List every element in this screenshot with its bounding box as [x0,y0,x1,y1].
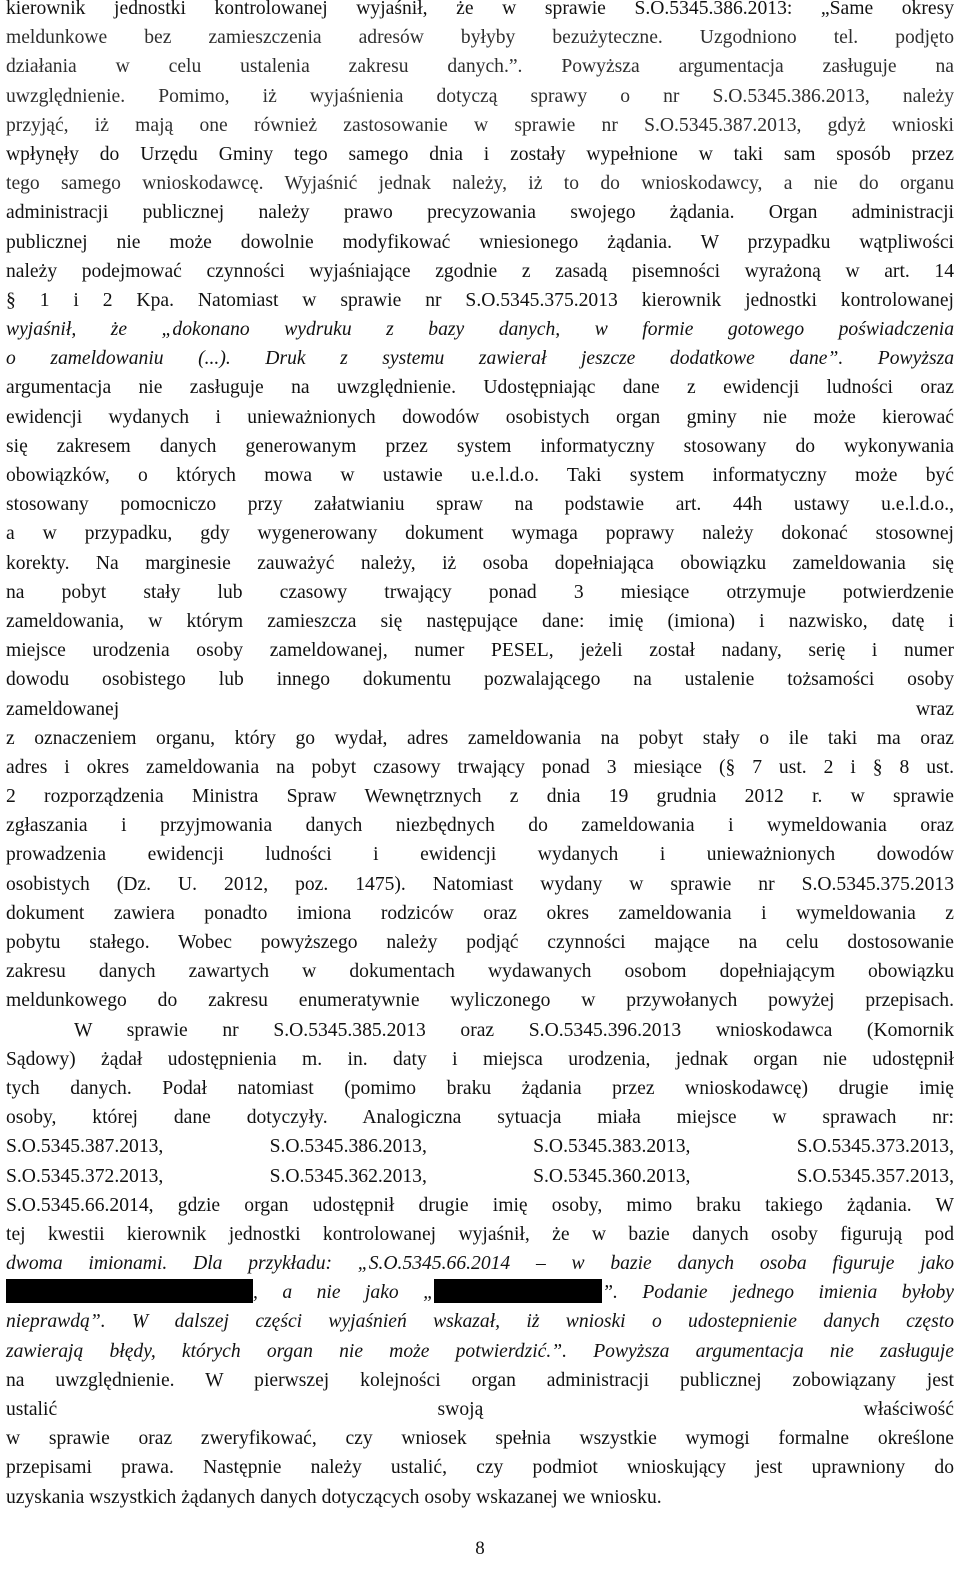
text-line: dokument zawiera ponadto imiona rodziców oraz okres zameldowania i wymeldowania z [6,902,954,924]
text-line: korekty. Na marginesie zauważyć należy, iż osoba dopełniająca obowiązku zameldowania się [6,552,954,574]
text-line: osoby, której dane dotyczyły. Analogiczna sytuacja miała miejsce w sprawach nr: [6,1107,954,1129]
text-line: działania w celu ustalenia zakresu danych.”. Powyższa argumentacja zasługuje na [6,56,954,78]
text-line: tej kwestii kierownik jednostki kontrolowanej wyjaśnił, że w bazie danych osoby figurują pod [6,1223,954,1245]
text-line: się zakresem danych generowanym przez system informatyczny stosowany do wykonywania [6,435,954,457]
text-line: dwoma imionami. Dla przykładu: „S.O.5345.66.2014 – w bazie danych osoba figuruje jako [6,1253,954,1275]
page-number: 8 [475,1538,485,1559]
redacted-line [6,1278,954,1307]
text-line: zameldowanej wraz [6,698,954,720]
text-line: Sądowy) żądał udostępnienia m. in. daty i miejsca urodzenia, jednak organ nie udostępnił [6,1048,954,1070]
text-line: ustalić swoją właściwość [6,1399,954,1420]
text-line: należy podejmować czynności wyjaśniające zgodnie z zasadą pisemności wyrażoną w art. 14 [6,260,954,282]
text-line: kierownik jednostki kontrolowanej wyjaśnił, że w sprawie S.O.5345.386.2013: „Same okresy [6,0,954,19]
redaction-block [434,1279,602,1303]
text-line: W sprawie nr S.O.5345.385.2013 oraz S.O.5345.396.2013 wnioskodawca (Komornik [74,1019,954,1041]
text-line: stosowany pomocniczo przy załatwianiu spraw na podstawie art. 44h ustawy u.e.l.d.o., [6,494,954,516]
text-line: publicznej nie może dowolnie modyfikować wniesionego żądania. W przypadku wątpliwości [6,231,954,253]
redaction-block [6,1279,253,1303]
text-line: uwzględnienie. Pomimo, iż wyjaśnienia dotyczą sprawy o nr S.O.5345.386.2013, należy [6,85,954,107]
text-line: przyjąć, iż mają one również zastosowanie w sprawie nr S.O.5345.387.2013, gdyż wnioski [6,114,954,136]
text-line: z oznaczeniem organu, który go wydał, adres zameldowania na pobyt stały o ile taki ma oraz [6,727,954,749]
text-line: S.O.5345.372.2013, S.O.5345.362.2013, S.O.5345.360.2013, S.O.5345.357.2013, [6,1165,954,1187]
text-line: meldunkowe bez zamieszczenia adresów byłyby bezużyteczne. Uzgodniono tel. podjęto [6,27,954,49]
text-line: na pobyt stały lub czasowy trwający ponad 3 miesiące otrzymuje potwierdzenie [6,581,954,603]
text-line: na uwzględnienie. W pierwszej kolejności organ administracji publicznej zobowiązany jest [6,1369,954,1391]
text-line: adres i okres zameldowania na pobyt czasowy trwający ponad 3 miesiące (§ 7 ust. 2 i § 8 ust. [6,756,954,778]
text-line: wyjaśnił, że „dokonano wydruku z bazy danych, w formie gotowego poświadczenia [6,319,954,341]
text-line: obowiązków, o których mowa w ustawie u.e.l.d.o. Taki system informatyczny może być [6,465,954,486]
text-line: osobistych (Dz. U. 2012, poz. 1475). Natomiast wydany w sprawie nr S.O.5345.375.2013 [6,873,954,895]
text-line: tego samego wnioskodawcę. Wyjaśnić jednak należy, iż to do wnioskodawcy, a nie do organu [6,173,954,195]
text-line: w sprawie oraz zweryfikować, czy wniosek spełnia wszystkie wymogi formalne określone [6,1428,954,1450]
text-line: 2 rozporządzenia Ministra Spraw Wewnętrznych z dnia 19 grudnia 2012 r. w sprawie [6,786,954,808]
text-line: prowadzenia ewidencji ludności i ewidencji wydanych i unieważnionych dowodów [6,844,954,866]
text-line: S.O.5345.66.2014, gdzie organ udostępnił drugie imię osoby, mimo braku takiego żądania. W [6,1194,954,1216]
text-line: miejsce urodzenia osoby zameldowanej, numer PESEL, jeżeli został nadany, serię i numer [6,640,954,662]
text-line: wpłynęły do Urzędu Gminy tego samego dnia i zostały wypełnione w taki sam sposób przez [6,143,954,165]
text-line: argumentacja nie zasługuje na uwzględnienie. Udostępniając dane z ewidencji ludności oraz [6,377,954,399]
text-line: przepisami prawa. Następnie należy ustalić, czy podmiot wnioskujący jest uprawniony do [6,1457,954,1479]
text-line: ewidencji wydanych i unieważnionych dowodów osobistych organ gminy nie może kierować [6,406,954,428]
text-fragment: , a nie jako „ [253,1282,435,1304]
text-line: nieprawdą”. W dalszej części wyjaśnień wskazał, iż wnioski o udostepnienie danych często [6,1311,954,1333]
text-line: administracji publicznej należy prawo precyzowania swojego żądania. Organ administracji [6,202,954,224]
text-line: dowodu osobistego lub innego dokumentu pozwalającego na ustalenie tożsamości osoby [6,669,954,691]
text-line: o zameldowaniu (...). Druk z systemu zawierał jeszcze dodatkowe dane”. Powyższa [6,348,954,370]
text-line: zawierają błędy, których organ nie może potwierdzić.”. Powyższa argumentacja nie zasługuje [6,1340,954,1362]
text-line: uzyskania wszystkich żądanych danych dotyczących osoby wskazanej we wniosku. [6,1486,662,1508]
text-line: meldunkowego do zakresu enumeratywnie wyliczonego w przywołanych powyżej przepisach. [6,990,954,1012]
text-line: S.O.5345.387.2013, S.O.5345.386.2013, S.O.5345.383.2013, S.O.5345.373.2013, [6,1136,954,1158]
text-line: pobytu stałego. Wobec powyższego należy podjąć czynności mające na celu dostosowanie [6,932,954,953]
text-fragment: ”. Podanie jednego imienia byłoby [602,1282,954,1304]
text-line: a w przypadku, gdy wygenerowany dokument wymaga poprawy należy dokonać stosownej [6,523,954,545]
text-line: tych danych. Podał natomiast (pomimo braku żądania przez wnioskodawcę) drugie imię [6,1077,954,1099]
text-line: § 1 i 2 Kpa. Natomiast w sprawie nr S.O.5345.375.2013 kierownik jednostki kontrolowanej [6,289,954,311]
text-line: zameldowania, w którym zamieszcza się następujące dane: imię (imiona) i nazwisko, datę i [6,610,954,632]
document-page [6,0,954,1512]
text-line: zgłaszania i przyjmowania danych niezbędnych do zameldowania i wymeldowania oraz [6,815,954,837]
text-line: zakresu danych zawartych w dokumentach wydawanych osobom dopełniającym obowiązku [6,961,954,983]
